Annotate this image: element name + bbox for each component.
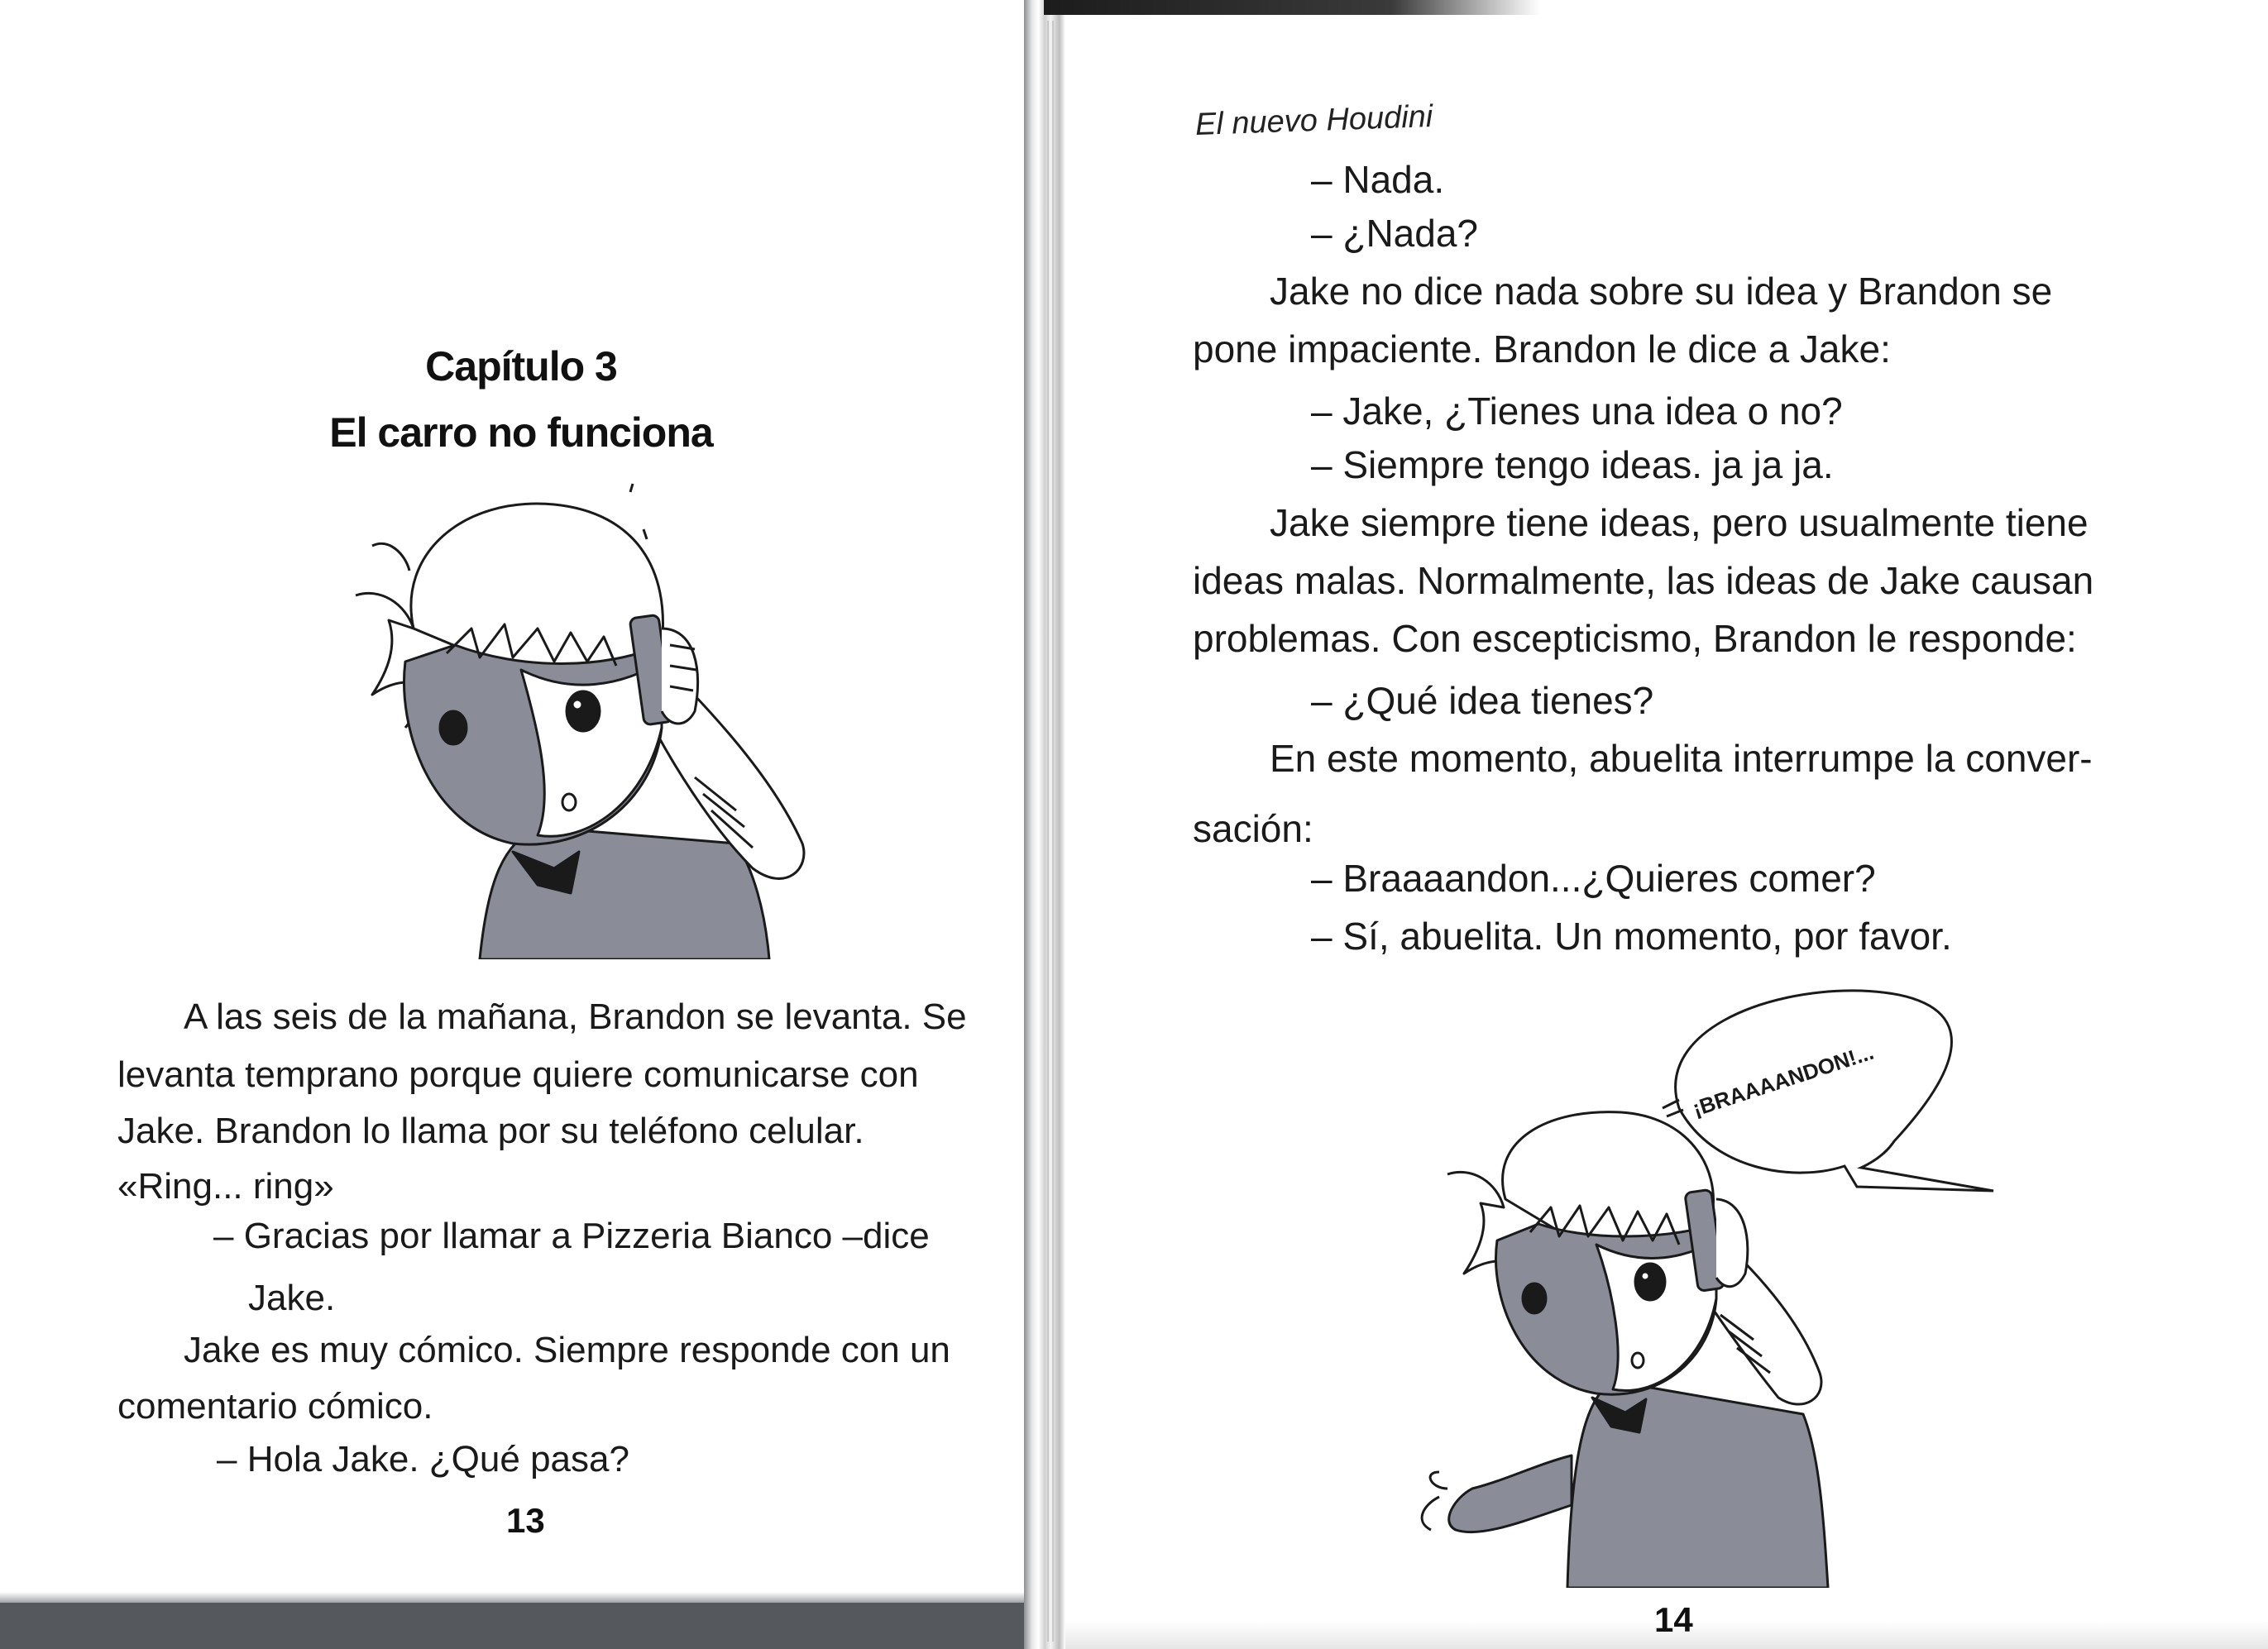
right-text-line: – Siempre tengo ideas. ja ja ja. xyxy=(1311,443,1834,486)
left-text-line: – Gracias por llamar a Pizzeria Bianco –dice xyxy=(213,1216,930,1256)
speech-bubble-text: ¡BRAAAANDON!... xyxy=(1689,1039,1877,1121)
right-text-line: pone impaciente. Brandon le dice a Jake: xyxy=(1193,327,1891,370)
left-text-line: «Ring... ring» xyxy=(117,1166,334,1207)
right-text-line: Jake siempre tiene ideas, pero usualmente tiene xyxy=(1270,501,2089,544)
chapter-title: El carro no funciona xyxy=(329,409,713,456)
page-bottom-shadow xyxy=(0,1592,1034,1604)
page-edge xyxy=(1057,21,1059,1642)
right-text-line: Jake no dice nada sobre su idea y Brandon se xyxy=(1270,270,2053,313)
top-shadow-bar xyxy=(1044,0,1540,15)
right-text-line: – Braaaandon...¿Quieres comer? xyxy=(1311,857,1876,900)
right-text-line: – Sí, abuelita. Un momento, por favor. xyxy=(1311,915,1952,958)
boy-with-phone-illustration xyxy=(1406,1108,1919,1588)
left-text-line: comentario cómico. xyxy=(117,1386,433,1427)
left-text-line: Jake. Brandon lo llama por su teléfono celular. xyxy=(117,1111,864,1151)
left-text-line: Jake es muy cómico. Siempre responde con un xyxy=(184,1330,950,1370)
right-text-line: – Nada. xyxy=(1311,158,1445,201)
right-text-line: En este momento, abuelita interrumpe la conver- xyxy=(1270,737,2093,780)
page-edge xyxy=(1047,21,1049,1642)
background-surface xyxy=(0,1603,1034,1649)
right-text-line: – ¿Nada? xyxy=(1311,212,1479,255)
page-number: 13 xyxy=(506,1501,545,1540)
right-text-line: ideas malas. Normalmente, las ideas de Jake causan xyxy=(1193,559,2094,602)
boy-on-phone-illustration xyxy=(306,480,819,959)
page-edge xyxy=(1052,21,1054,1642)
left-text-line: A las seis de la mañana, Brandon se levanta. Se xyxy=(184,997,967,1037)
right-text-line: – Jake, ¿Tienes una idea o no? xyxy=(1311,390,1843,433)
right-text-line: – ¿Qué idea tienes? xyxy=(1311,679,1654,722)
left-text-line: Jake. xyxy=(248,1278,336,1318)
left-text-line: levanta temprano porque quiere comunicarse con xyxy=(117,1054,919,1095)
chapter-number: Capítulo 3 xyxy=(425,343,617,390)
page-number: 14 xyxy=(1654,1600,1693,1639)
book-spine xyxy=(1024,0,1065,1649)
running-head: El nuevo Houdini xyxy=(1194,98,1433,143)
right-text-line: sación: xyxy=(1193,807,1313,850)
right-text-line: problemas. Con escepticismo, Brandon le responde: xyxy=(1193,617,2077,660)
left-text-line: – Hola Jake. ¿Qué pasa? xyxy=(217,1439,629,1479)
